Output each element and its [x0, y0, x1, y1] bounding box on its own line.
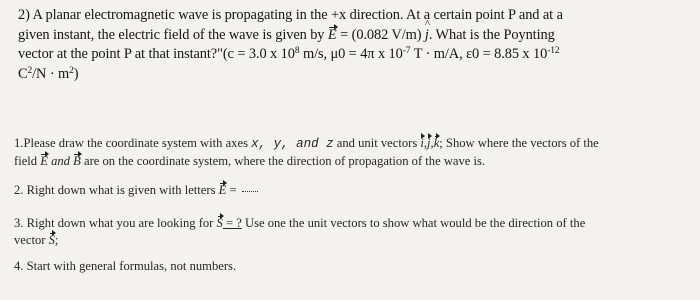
electric-field-vector-symbol: E	[218, 183, 227, 197]
instruction-text: 1.Please draw the coordinate system with axes	[14, 136, 252, 150]
problem-text: )	[73, 65, 79, 82]
electric-field-vector-symbol: E	[328, 26, 337, 46]
instruction-line	[14, 215, 690, 232]
electric-field-vector-symbol: E	[40, 153, 48, 168]
instruction-1	[14, 135, 690, 169]
problem-line-1	[18, 6, 686, 26]
instruction-line	[14, 232, 690, 249]
instruction-line	[14, 258, 690, 275]
exponent: 8	[294, 46, 300, 56]
instruction-text: ;	[54, 232, 59, 247]
instruction-line	[14, 153, 690, 170]
instruction-text: and unit vectors	[333, 136, 421, 150]
problem-statement	[18, 6, 686, 84]
instruction-text: 4. Start with general formulas, not numbers.	[14, 259, 237, 273]
instruction-text: field	[14, 153, 41, 168]
instruction-3	[14, 215, 690, 248]
problem-line-2	[18, 26, 686, 46]
unit-vector-i: i	[420, 136, 424, 150]
instruction-line	[14, 182, 690, 199]
axes-names: x, y, and z	[251, 137, 334, 151]
field-value: = (0.082 V/m)	[336, 26, 422, 43]
unit-vector-j: ^ j	[425, 26, 429, 46]
instruction-text: ; Show where the vectors of the	[439, 136, 599, 150]
poynting-vector-symbol: S	[216, 216, 223, 230]
problem-text: m/s, μ0 = 4π x 10	[299, 46, 403, 62]
instruction-text: vector	[14, 232, 49, 247]
question-mark: = ?	[222, 216, 242, 230]
instruction-text: are on the coordinate system, where the direction of propagation of the wave is.	[80, 153, 486, 168]
instruction-text: and	[47, 153, 74, 168]
problem-line-3	[18, 45, 686, 65]
exponent: 2	[69, 65, 74, 76]
exponent: -7	[402, 46, 411, 56]
exponent: -12	[547, 46, 560, 56]
unit-vector-j: j	[427, 136, 431, 150]
blank-placeholder	[242, 191, 258, 192]
problem-text: . What is the Poynting	[428, 26, 555, 43]
instruction-text: 3. Right down what you are looking for	[14, 216, 217, 230]
problem-text: T · m/A, ε0 = 8.85 x 10	[410, 46, 548, 62]
instruction-text: =	[226, 183, 240, 197]
problem-text: vector at the point P at that instant?"(c = 3.0 x 10	[18, 46, 295, 62]
problem-line-4	[18, 65, 686, 85]
instruction-text: 2. Right down what is given with letters	[14, 183, 219, 197]
instruction-2	[14, 182, 690, 199]
unit-vector-k: k	[433, 136, 440, 150]
problem-text: /N · m	[32, 65, 70, 82]
problem-text: C	[18, 65, 28, 82]
instruction-text: Use one the unit vectors to show what would be the direction of the	[241, 216, 586, 230]
poynting-vector-symbol: S	[48, 232, 55, 247]
instruction-line: 1.Please draw the coordinate system with axes x, y, and z and unit vectors i,j,k; Show where the vectors of the	[14, 136, 599, 151]
instruction-4	[14, 258, 690, 275]
exponent: 2	[27, 65, 33, 76]
problem-text: given instant, the electric field of the wave is given by	[18, 26, 325, 43]
magnetic-field-vector-symbol: B	[73, 153, 81, 168]
problem-text: 2) A planar electromagnetic wave is propagating in the +x direction. At a certain point P and at a	[18, 7, 563, 23]
